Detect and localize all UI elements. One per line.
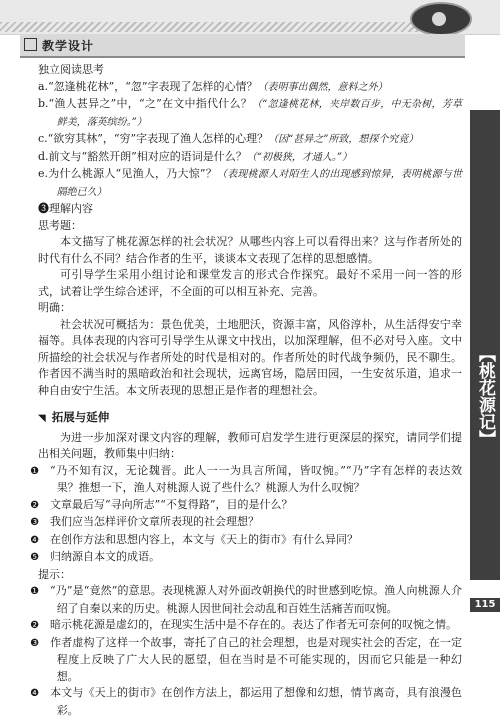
reading-heading: 独立阅读思考 [38,63,104,76]
question-text: 我们应当怎样评价文章所表现的社会理想？ [50,515,259,528]
extension-question-1 [30,463,462,497]
item-question: “忽逢桃花林”，“忽”字表现了怎样的心情？ [48,79,258,93]
think-label: 思考题： [38,218,82,232]
item-prefix: a. [38,79,49,93]
section-label: 教学设计 [42,39,95,53]
teaching-guide: 可引导学生采用小组讨论和课堂发言的形式合作探究。最好不采用一问一答的形式，试着让学生综合述评，不全面的可以相互补充、完善。 [38,268,462,298]
item-prefix: d. [38,149,49,163]
item-prefix: b. [38,97,49,110]
top-banner [0,0,500,35]
reading-item-e [38,166,462,201]
page-number: 115 [470,598,500,612]
circled-number: ❹ [30,688,40,699]
extension-question-3 [30,514,462,532]
question-text: “乃不知有汉，无论魏晋。此人一一为具言所闻，皆叹惋。”“乃”字有怎样的表达效果？推想一下，渔人对桃源人说了些什么？桃源人为什么叹惋？ [50,463,462,494]
item-answer-note: （表明事出偶然，意料之外） [257,81,388,93]
hint-1 [30,583,462,617]
item-prefix: e. [38,167,49,180]
side-tab [470,110,500,580]
extension-question-5 [30,549,462,567]
checkbox-square-icon [24,38,37,51]
circled-number: ❸ [30,637,40,649]
item-question: “欲穷其林”，“穷”字表现了渔人怎样的心理？ [47,132,269,145]
circled-number: ❶ [30,465,40,477]
item-question: “渔人甚异之”中，“之”在文中指代什么？ [48,97,252,110]
circled-number: ❶ [30,586,40,597]
banner-stripe [0,22,430,32]
question-text: 文章最后写“寻向所志”“不复得路”，目的是什么？ [50,497,293,511]
book-logo-icon [410,2,472,36]
circled-number: ❷ [30,620,40,631]
circled-number: ❷ [30,499,40,511]
question-text: 在创作方法和思想内容上，本文与《天上的街市》有什么异同？ [50,532,358,546]
item-answer-note: （“初极狭，才通人。”） [246,151,353,163]
hint-text: 本文与《天上的街市》在创作方法上，都运用了想像和幻想，情节离奇，具有浪漫色彩。 [50,686,462,717]
hint-text: 暗示桃花源是虚幻的，在现实生活中是不存在的。表达了作者无可奈何的叹惋之情。 [50,618,457,631]
side-tab-title: 【桃花源记】 [475,345,495,447]
extension-question-2 [30,497,462,515]
extension-heading-text: 拓展与延伸 [51,410,110,424]
hint-label: 提示： [38,567,71,581]
hint-text: “乃”是“竟然”的意思。表现桃源人对外面改朝换代的时世感到吃惊。渔人向桃源人介绍了自秦以来的历史。桃源人因世间社会动乱和百姓生活痛苦而叹惋。 [50,584,462,615]
circled-number: ❹ [30,534,40,546]
question-text: 归纳源自本文的成语。 [50,550,160,563]
hint-4 [30,685,462,719]
section-header [20,34,465,58]
clarify-answer: 社会状况可概括为：景色优美，土地肥沃，资源丰富，风俗淳朴，从生活得安宁幸福等。具体表现的内容可引导学生从课文中找出，以加深理解，但不必对号入座。文中所描绘的社会状况与作者所处的时代是相对的。作者所处的时代战争频仍，民不聊生。作者因不满当时的黑暗政治和社会现状，远离官场，隐居田园，一生安贫乐道，追求一种自由安宁生活。本文所表现的思想正是作者的理想社会。 [38,317,462,397]
extension-question-4 [30,532,462,550]
reading-item-c [38,131,462,149]
main-content [30,62,463,719]
reading-item-b [38,96,462,131]
think-question: 本文描写了桃花源怎样的社会状况？从哪些内容上可以看得出来？这与作者所处的时代有什么不同？结合作者的生平，谈谈本文表现了怎样的思想感情。 [38,235,462,265]
item-prefix: c. [38,132,48,145]
understanding-heading: ❸理解内容 [38,202,93,215]
triangle-marker-icon: ◥ [38,413,46,424]
hint-3 [30,635,462,686]
hint-2 [30,617,462,635]
circled-number: ❸ [30,517,40,528]
hint-text: 作者虚构了这样一个故事，寄托了自己的社会理想，也是对现实社会的否定，在一定程度上反映了广大人民的愿望，但在当时是不可能实现的，因而它只能是一种幻想。 [50,635,462,683]
item-answer-note: （“忽逢桃花林，夹岸数百步，中无杂树，芳草鲜美，落英缤纷。”） [56,99,462,128]
item-answer-note: （表现桃源人对陌生人的出现感到惊异，表明桃源与世隔绝已久） [56,169,463,198]
item-question: 前文与“豁然开朗”相对应的语词是什么？ [48,149,247,163]
clarify-label: 明确： [38,301,71,314]
reading-item-d [38,149,462,167]
item-question: 为什么桃源人“见渔人，乃大惊”？ [48,167,217,180]
item-answer-note: （因“甚异之”所致，想探个究竟） [268,134,419,145]
extension-intro: 为进一步加深对课文内容的理解，教师可启发学生进行更深层的探究，请同学们提出相关问题，教师集中归纳： [38,430,462,460]
extension-heading [38,409,462,428]
circled-number: ❺ [30,552,40,563]
reading-item-a [38,79,462,97]
